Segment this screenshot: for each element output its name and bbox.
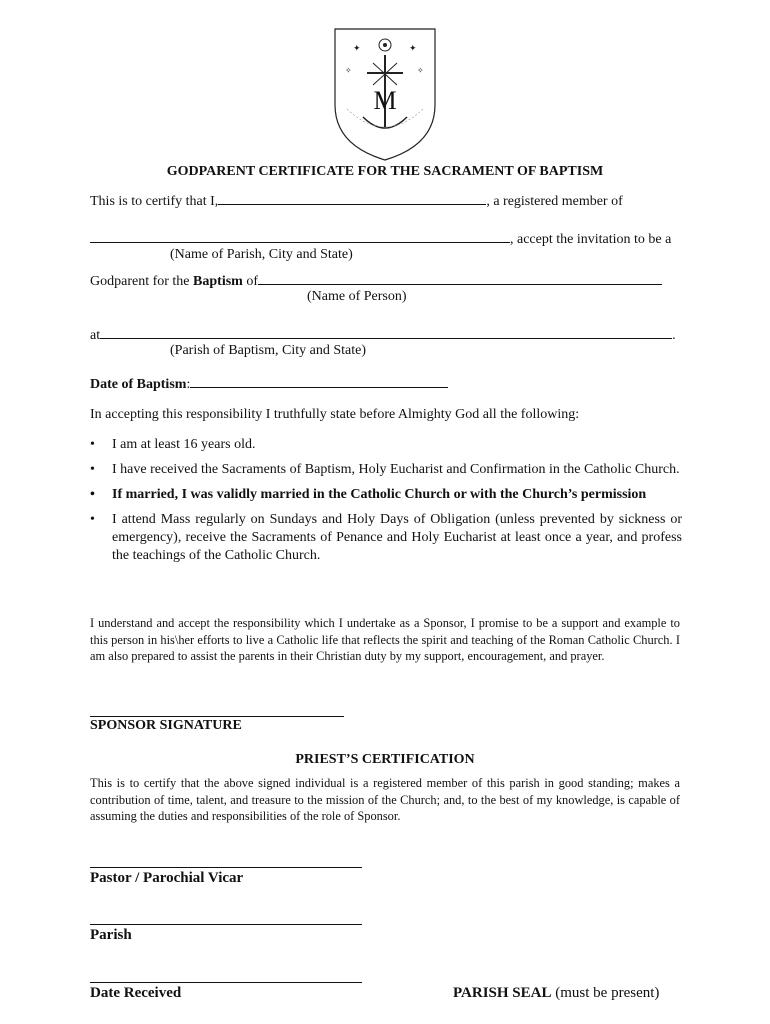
certify-suffix: , a registered member of xyxy=(486,194,623,209)
parish-label: Parish xyxy=(90,927,132,943)
person-name-field[interactable] xyxy=(258,270,662,285)
parish-seal-label: PARISH SEAL xyxy=(453,985,552,1001)
svg-text:✦: ✦ xyxy=(409,43,417,53)
pastor-signature-line[interactable] xyxy=(90,867,362,868)
godparent-line xyxy=(90,270,662,290)
statement-item: • I attend Mass regularly on Sundays and Holy Days of Obligation (unless prevented by sickness or emergency), receive the Sacraments of Penance and Holy Eucharist at least once a year, and profess the teachings of the Catholic Church. xyxy=(90,511,682,565)
baptism-parish-field[interactable] xyxy=(100,324,672,339)
baptism-bold-label: Baptism xyxy=(193,274,243,289)
priest-heading: PRIEST’S CERTIFICATION xyxy=(295,752,475,767)
statement-item: • If married, I was validly married in the Catholic Church or with the Church’s permission xyxy=(90,486,682,504)
parish-name-field[interactable] xyxy=(90,228,510,243)
date-colon: : xyxy=(186,377,191,392)
understanding-paragraph: I understand and accept the responsibility which I undertake as a Sponsor, I promise to be a support and example to this person in his\her efforts to live a Catholic life that reflects the spirit and teaching of the Roman Catholic Church. I am also prepared to assist the parents in their Christian duty by my support, encouragement, and prayer. xyxy=(90,616,680,663)
person-caption: (Name of Person) xyxy=(307,289,407,304)
svg-text:✧: ✧ xyxy=(417,66,424,75)
svg-text:✧: ✧ xyxy=(345,66,352,75)
statement-list xyxy=(90,436,682,572)
parish-line xyxy=(90,228,671,248)
certify-line xyxy=(90,190,623,210)
date-of-baptism-line xyxy=(90,373,448,393)
sponsor-signature-label: SPONSOR SIGNATURE xyxy=(90,718,242,733)
accept-suffix: , accept the invitation to be a xyxy=(510,232,672,247)
statement-item: • I have received the Sacraments of Baptism, Holy Eucharist and Confirmation in the Catholic Church. xyxy=(90,461,682,479)
godparent-prefix: Godparent for the xyxy=(90,274,194,289)
priest-certification-text: This is to certify that the above signed individual is a registered member of this parish in good standing; makes a contribution of time, talent, and treasure to the mission of the Church; and, to the best of my knowledge, is capable of assuming the duties and responsibilities of the role of Sponsor. xyxy=(90,776,680,823)
svg-text:✦: ✦ xyxy=(353,43,361,53)
parish-seal-note: (must be present) xyxy=(551,985,660,1001)
date-received-label: Date Received xyxy=(90,985,182,1001)
pastor-label: Pastor / Parochial Vicar xyxy=(90,870,244,886)
parish-caption: (Name of Parish, City and State) xyxy=(170,247,353,262)
date-of-baptism-label: Date of Baptism xyxy=(90,377,187,392)
intro-text: In accepting this responsibility I truthfully state before Almighty God all the following: xyxy=(90,407,580,422)
godparent-of: of xyxy=(242,274,258,289)
godparent-name-field[interactable] xyxy=(218,190,486,205)
parish-crest-icon xyxy=(333,27,437,162)
at-prefix: at xyxy=(90,328,101,343)
parish-signature-line[interactable] xyxy=(90,924,362,925)
certify-prefix: This is to certify that I, xyxy=(90,194,219,209)
sponsor-signature-line[interactable] xyxy=(90,716,344,717)
statement-item: • I am at least 16 years old. xyxy=(90,436,682,454)
at-suffix: . xyxy=(672,328,676,343)
date-received-line[interactable] xyxy=(90,982,362,983)
crest-letter: M xyxy=(373,86,397,115)
at-line xyxy=(90,324,676,344)
baptism-parish-caption: (Parish of Baptism, City and State) xyxy=(170,343,366,358)
certificate-title: GODPARENT CERTIFICATE FOR THE SACRAMENT OF BAPTISM xyxy=(166,164,604,179)
parish-seal-block xyxy=(453,985,659,1002)
date-of-baptism-field[interactable] xyxy=(190,373,448,388)
